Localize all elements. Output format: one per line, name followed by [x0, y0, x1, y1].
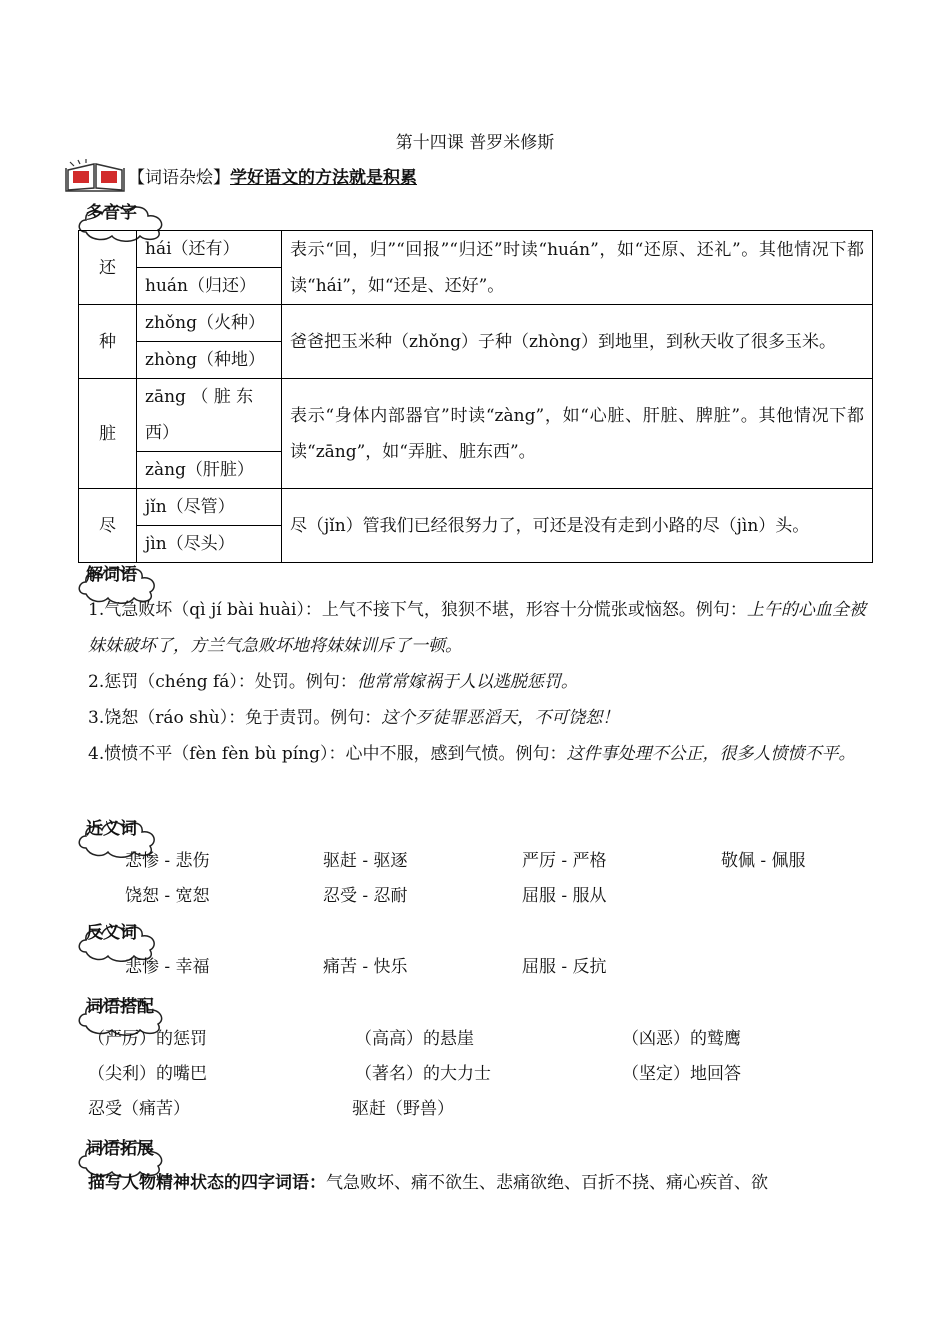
- collocation-item: （尖利）的嘴巴: [88, 1064, 207, 1084]
- definition-item: [88, 592, 868, 664]
- definition-text: 3.饶恕（ráo shù）：免于责罚。例句：: [88, 708, 382, 728]
- definition-item: [88, 700, 868, 736]
- definition-item: [88, 736, 868, 772]
- table-cell-char: 种: [79, 305, 137, 379]
- section-label: 反义词: [86, 923, 137, 943]
- synonym-pair: 饶恕 - 宽恕: [125, 886, 210, 906]
- table-cell-char: 还: [79, 231, 137, 305]
- antonym-pair: 屈服 - 反抗: [522, 957, 607, 977]
- banner-text: [128, 163, 417, 188]
- table-cell-desc: 尽（jǐn）管我们已经很努力了，可还是没有走到小路的尽（jìn）头。: [282, 489, 873, 563]
- collocation-item: 驱赶（野兽）: [352, 1099, 454, 1119]
- definitions-list: [88, 592, 868, 772]
- table-cell-desc: 表示“身体内部器官”时读“zàng”，如“心脏、肝脏、脾脏”。其他情况下都读“zāng”，如“弄脏、脏东西”。: [282, 379, 873, 489]
- table-cell-reading: zāng （ 脏 东 西）: [137, 379, 282, 452]
- example-sentence: 这件事处理不公正，很多人愤愤不平。: [566, 744, 856, 764]
- collocation-item: （著名）的大力士: [355, 1064, 491, 1084]
- synonym-pair: 严厉 - 严格: [522, 851, 607, 871]
- definition-text: 2.惩罚（chéng fá）：处罚。例句：: [88, 672, 357, 692]
- table-cell-desc: 爸爸把玉米种（zhǒng）子种（zhòng）到地里，到秋天收了很多玉米。: [282, 305, 873, 379]
- section-label: 词语搭配: [86, 997, 154, 1017]
- polyphone-table: [78, 230, 873, 563]
- table-cell-reading: huán（归还）: [137, 268, 282, 305]
- table-cell-char: 脏: [79, 379, 137, 489]
- section-label: 近义词: [86, 819, 137, 839]
- table-row: [79, 379, 873, 452]
- synonym-pair: 忍受 - 忍耐: [323, 886, 408, 906]
- collocation-item: （坚定）地回答: [622, 1064, 741, 1084]
- example-sentence: 他常常嫁祸于人以逃脱惩罚。: [356, 672, 578, 692]
- section-label: 词语拓展: [86, 1139, 154, 1159]
- table-cell-reading: zhòng（种地）: [137, 342, 282, 379]
- collocation-item: （严厉）的惩罚: [88, 1029, 207, 1049]
- table-cell-desc: 表示“回，归”“回报”“归还”时读“huán”，如“还原、还礼”。其他情况下都读“hái”，如“还是、还好”。: [282, 231, 873, 305]
- extension-text: 气急败坏、痛不欲生、悲痛欲绝、百折不挠、痛心疾首、欲: [326, 1173, 768, 1193]
- collocation-item: （凶恶）的鹫鹰: [622, 1029, 741, 1049]
- table-cell-reading: hái（还有）: [137, 231, 282, 268]
- table-cell-reading: jǐn（尽管）: [137, 489, 282, 526]
- synonym-pair: 驱赶 - 驱逐: [323, 851, 408, 871]
- table-cell-reading: zàng（肝脏）: [137, 452, 282, 489]
- table-cell-char: 尽: [79, 489, 137, 563]
- synonym-pair: 敬佩 - 佩服: [721, 851, 806, 871]
- banner-bracket: 【词语杂烩】: [128, 167, 230, 188]
- extension-label: 描写人物精神状态的四字词语：: [88, 1173, 326, 1193]
- definition-text: 1.气急败坏（qì jí bài huài）：上气不接下气，狼狈不堪，形容十分慌张或恼怒。例句：: [88, 600, 747, 620]
- synonym-pair: 屈服 - 服从: [522, 886, 607, 906]
- section-label: 解词语: [86, 565, 137, 585]
- banner-subtitle: 学好语文的方法就是积累: [230, 167, 417, 188]
- table-row: [79, 231, 873, 268]
- table-cell-reading: zhǒng（火种）: [137, 305, 282, 342]
- table-row: [79, 305, 873, 342]
- collocation-item: （高高）的悬崖: [355, 1029, 474, 1049]
- antonym-pair: 痛苦 - 快乐: [323, 957, 408, 977]
- open-book-icon: [64, 158, 126, 192]
- table-row: [79, 489, 873, 526]
- collocation-item: 忍受（痛苦）: [88, 1099, 190, 1119]
- example-sentence: 上午的心血全被妹妹破坏了，方兰气急败坏地将妹妹训斥了一顿。: [88, 600, 866, 656]
- definition-item: [88, 664, 868, 700]
- antonym-pair: 悲惨 - 幸福: [125, 957, 210, 977]
- synonym-pair: 悲惨 - 悲伤: [125, 851, 210, 871]
- table-cell-reading: jìn（尽头）: [137, 526, 282, 563]
- banner: [64, 158, 417, 192]
- definition-text: 4.愤愤不平（fèn fèn bù píng）：心中不服，感到气愤。例句：: [88, 744, 567, 764]
- page-title: 第十四课 普罗米修斯: [395, 133, 555, 153]
- extension-line: [88, 1168, 868, 1198]
- example-sentence: 这个歹徒罪恶滔天，不可饶恕！: [381, 708, 620, 728]
- section-label: 多音字: [86, 203, 137, 223]
